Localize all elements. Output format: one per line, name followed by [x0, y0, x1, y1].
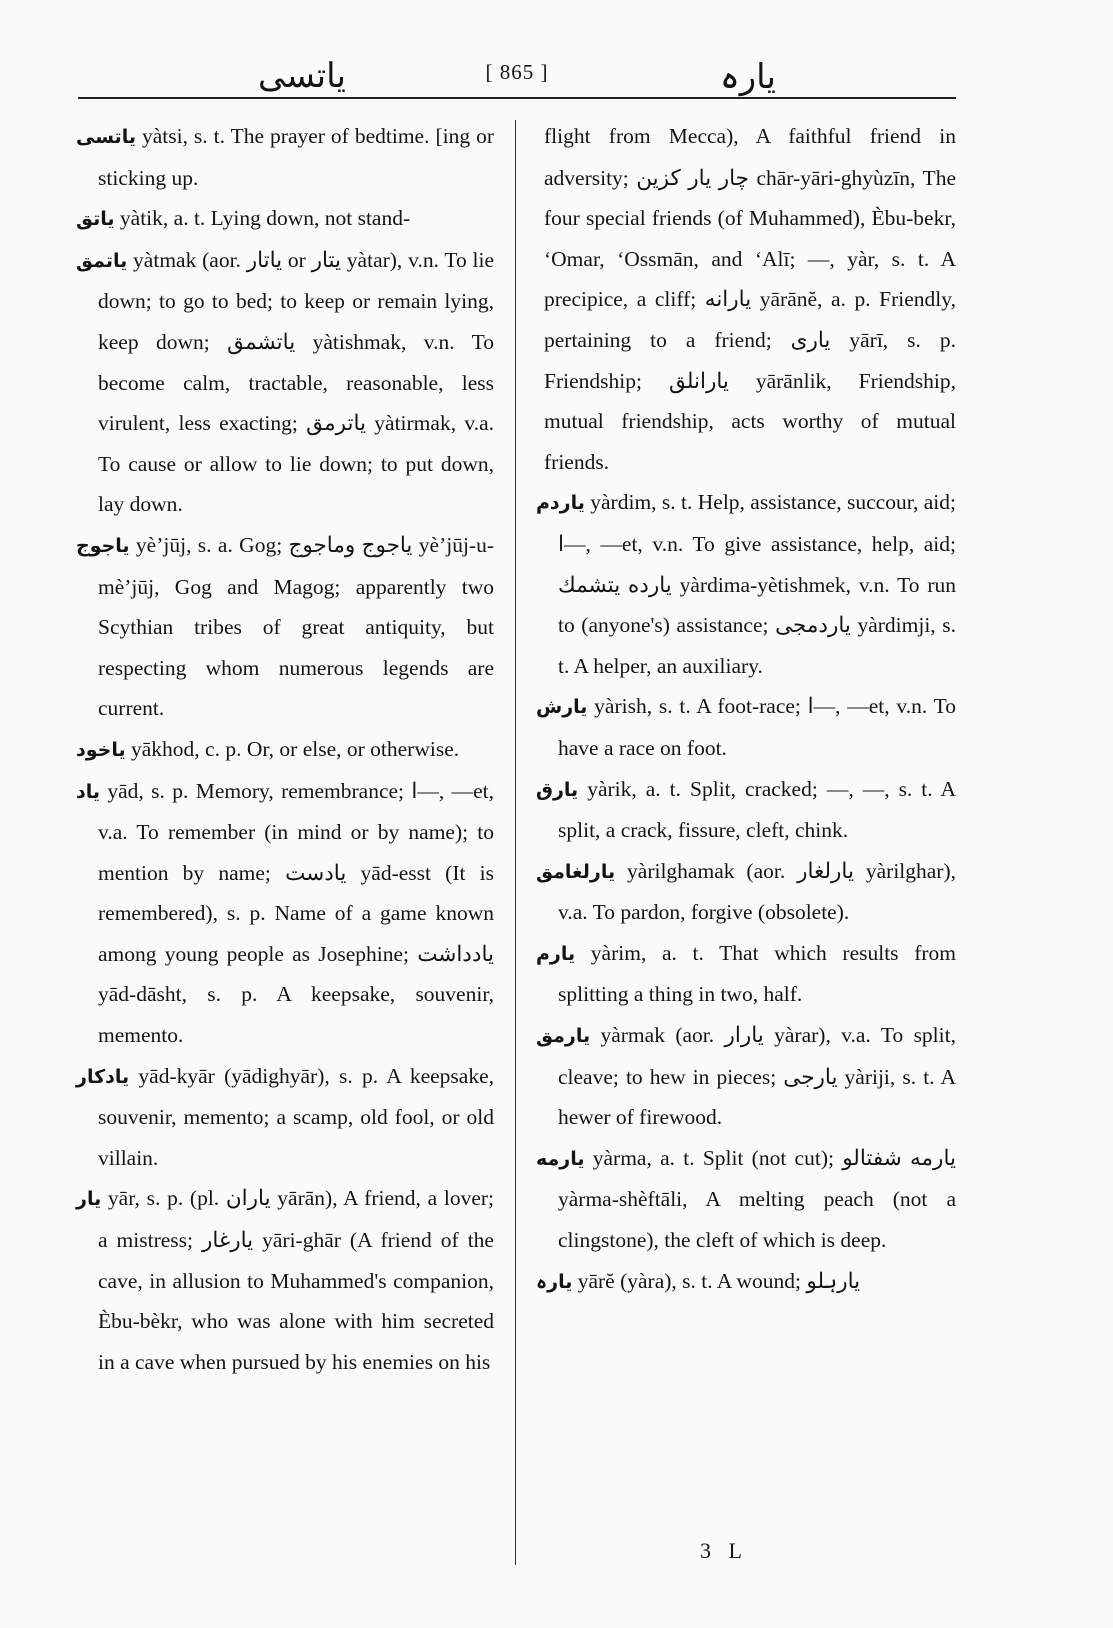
entry-text: yàrik, a. t. Split, cracked; —, —, s. t. A split, a crack, fissure, cleft, chink. [558, 776, 956, 843]
left-column [76, 116, 494, 1382]
entry-text: yàtik, a. t. Lying down, not stand- [114, 206, 411, 231]
entry-text: yàrdim, s. t. Help, assistance, succour, aid; ا—, —et, v.n. To give assistance, help, aid; يارده يتشمك yàrdima-yètishmek, v.n. To run to (anyone's) assistance; ياردمجى yàrdimji, s. t. A helper, an auxiliary. [558, 490, 957, 678]
entry-text: yàrma, a. t. Split (not cut); يارمه شفتالو yàrma-shèftāli, A melting peach (not a clingstone), the cleft of which is deep. [558, 1145, 956, 1253]
entry-arabic: يارمق [536, 1025, 591, 1048]
dictionary-entry [536, 1261, 956, 1303]
dictionary-entry [76, 116, 494, 198]
entry-arabic: ياردم [536, 492, 585, 515]
entry-text: yàrilghamak (aor. يارلغار yàrilghar), v.a. To pardon, forgive (obsolete). [558, 858, 957, 925]
entry-text: yākhod, c. p. Or, or else, or otherwise. [125, 736, 460, 761]
entry-arabic: ياجوج [76, 534, 130, 557]
signature-mark: 3 L [700, 1538, 748, 1563]
entry-arabic: يارم [536, 942, 576, 965]
dictionary-entry [536, 769, 956, 851]
entry-arabic: يار [76, 1188, 102, 1211]
dictionary-entry [536, 851, 956, 933]
entry-text: yād-kyār (yādighyār), s. p. A keepsake, souvenir, memento; a scamp, old fool, or old villain. [98, 1063, 494, 1170]
running-head-left: ياتسى [258, 58, 346, 95]
dictionary-entry [76, 1178, 494, 1382]
entry-arabic: يادكار [76, 1065, 130, 1088]
entry-text: yār, s. p. (pl. ياران yārān), A friend, a lover; a mistress; يارغار yāri-ghār (A friend of the cave, in allusion to Muhammed's companion, Èbu-bèkr, who was alone with him secreted in a cave when pursued by his enemies on his [98, 1186, 494, 1374]
column-divider [515, 120, 516, 1565]
page-number: [ 865 ] [485, 60, 549, 84]
dictionary-entry [536, 686, 956, 768]
entry-arabic: يارق [536, 778, 579, 801]
header-rule [78, 97, 956, 99]
running-head-right: يارہ [719, 59, 776, 96]
entry-text: yārĕ (yàra), s. t. A wound; يارہلو [572, 1268, 861, 1293]
entry-text: yàrmak (aor. يارار yàrar), v.a. To split, cleave; to hew in pieces; يارجى yàriji, s. t. A hewer of firewood. [558, 1023, 956, 1130]
entry-text: yād, s. p. Memory, remembrance; ا—, —et, v.a. To remember (in mind or by name); to mention by name; يادست yād-esst (It is remembered), s. p. Name of a game known among young people as Josephine; يادداشت yād-dāsht, s. p. A keepsake, souvenir, memento. [98, 778, 494, 1048]
dictionary-entry [536, 482, 956, 686]
dictionary-entry [536, 933, 956, 1015]
dictionary-entry [76, 198, 494, 240]
entry-text: yàtsi, s. t. The prayer of bedtime. [ing or sticking up. [98, 124, 494, 190]
entry-arabic: ياتسى [76, 126, 136, 148]
entry-arabic: ياتق [76, 208, 115, 231]
entry-arabic: يارلغامق [536, 860, 616, 883]
entry-arabic: ياخود [76, 738, 126, 761]
entry-text: yàtmak (aor. ياتار or يتار yàtar), v.n. To lie down; to go to bed; to keep or remain lying, keep down; ياتشمق yàtishmak, v.n. To become calm, tractable, reasonable, less virulent, less exacting; ياترمق yàtirmak, v.a. To cause or allow to lie down; to put down, lay down. [98, 247, 495, 517]
dictionary-entry [76, 240, 494, 525]
dictionary-entry [76, 771, 494, 1056]
dictionary-entry [536, 1015, 956, 1138]
dictionary-entry [76, 525, 494, 729]
right-column [536, 116, 956, 1302]
dictionary-entry [536, 1138, 956, 1261]
entry-text: yèʼjūj, s. a. Gog; ياجوج وماجوج yèʼjūj-u-mèʼjūj, Gog and Magog; apparently two Scythian tribes of great antiquity, but respecting whom numerous legends are current. [98, 532, 494, 721]
entry-arabic: يارہ [536, 1270, 573, 1293]
entry-text: yàrish, s. t. A foot-race; ا—, —et, v.n. To have a race on foot. [558, 694, 956, 760]
entry-text: flight from Mecca), A faithful friend in adversity; چار يار كزين chār-yāri-ghyùzīn, The four special friends (of Muhammed), Èbu-bekr, ʻOmar, ʻOssmān, and ʻAlī; —, yàr, s. t. A precipice, a cliff; يارانه yārānĕ, a. p. Friendly, pertaining to a friend; يارى yārī, s. p. Friendship; يارانلق yārānlik, Friendship, mutual friendship, acts worthy of mutual friends. [544, 124, 957, 474]
entry-arabic: يارمه [536, 1147, 585, 1170]
page-header [78, 48, 956, 94]
entry-arabic: يارش [536, 696, 588, 719]
entry-arabic: ياتمق [76, 249, 128, 272]
dictionary-entry [76, 729, 494, 771]
entry-arabic: ياد [76, 780, 101, 803]
dictionary-entry [76, 1056, 494, 1179]
entry-text: yàrim, a. t. That which results from splitting a thing in two, half. [558, 940, 956, 1007]
dictionary-entry-continued [536, 116, 956, 482]
